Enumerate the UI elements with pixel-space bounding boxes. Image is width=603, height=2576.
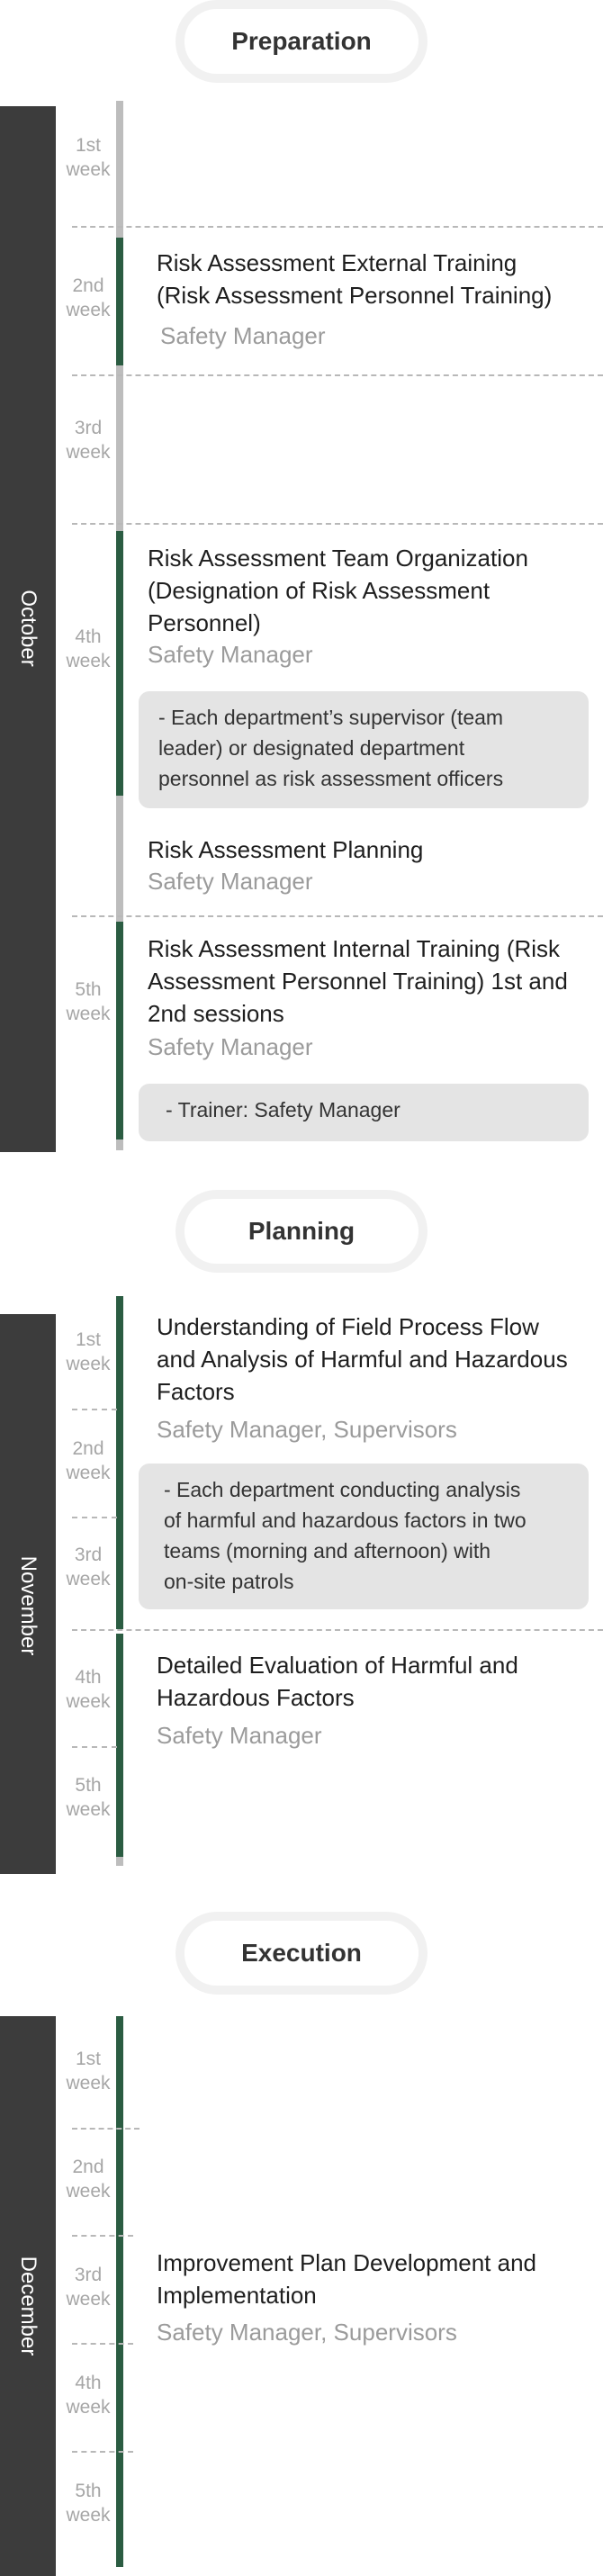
week-label-3: 3rd week <box>66 2265 111 2310</box>
week-divider <box>72 2235 133 2237</box>
task-note: - Trainer: Safety Manager <box>139 1084 589 1141</box>
week-label-5: 5th week <box>66 2481 111 2526</box>
section-header-execution <box>176 1912 428 1995</box>
task-owner: Safety Manager <box>148 868 313 895</box>
week-label-2: 2nd week <box>66 1438 111 1483</box>
week-divider <box>72 915 603 917</box>
week-label-3: 3rd week <box>66 1545 111 1590</box>
week-label-5: 5th week <box>66 1775 111 1820</box>
week-label-2: 2nd week <box>66 275 111 320</box>
task-title-improvement: Improvement Plan Development and Implementation <box>157 2249 537 2309</box>
week-divider <box>72 523 603 525</box>
week-label-1: 1st week <box>66 1329 111 1374</box>
week-label-4: 4th week <box>66 2373 111 2418</box>
task-note: - Each department conducting analysis of harmful and hazardous factors in two teams (morning and afternoon) with on-site patrols <box>139 1464 589 1609</box>
task-owner: Safety Manager <box>148 1033 313 1060</box>
task-title-team-organization: Risk Assessment Team Organization (Designation of Risk Assessment Personnel) <box>148 545 528 636</box>
task-owner: Safety Manager, Supervisors <box>157 2319 457 2346</box>
task-note: - Each department’s supervisor (team leader) or designated department personnel as risk assessment officers <box>139 691 589 808</box>
section-title: Planning <box>248 1217 356 1245</box>
week-divider <box>72 226 603 228</box>
week-divider <box>72 374 603 376</box>
task-title-field-analysis: Understanding of Field Process Flow and Analysis of Harmful and Hazardous Factors <box>157 1313 568 1405</box>
week-label-5: 5th week <box>66 979 111 1024</box>
section-header-preparation <box>176 0 428 83</box>
week-divider <box>72 1409 117 1410</box>
week-label-4: 4th week <box>66 1667 111 1712</box>
timeline-segment <box>116 796 123 922</box>
section-title: Execution <box>241 1939 362 1967</box>
week-divider <box>72 2451 133 2453</box>
timeline-segment <box>116 1857 123 1866</box>
section-header-planning <box>176 1190 428 1273</box>
timeline-segment-active <box>116 922 123 1139</box>
week-divider <box>72 1746 117 1748</box>
task-title-internal-training: Risk Assessment Internal Training (Risk Assessment Personnel Training) 1st and 2nd sessions <box>148 935 568 1027</box>
month-name: December <box>16 2256 40 2356</box>
week-label-2: 2nd week <box>66 2157 111 2202</box>
week-label-1: 1st week <box>66 2049 111 2094</box>
task-title-planning: Risk Assessment Planning <box>148 836 424 863</box>
week-label-1: 1st week <box>66 135 111 180</box>
task-owner: Safety Manager <box>148 641 313 668</box>
week-label-4: 4th week <box>66 626 111 671</box>
week-divider <box>72 1517 117 1518</box>
task-owner: Safety Manager, Supervisors <box>157 1416 457 1443</box>
task-owner: Safety Manager <box>160 322 326 349</box>
month-name: November <box>16 1555 40 1656</box>
week-label-3: 3rd week <box>66 418 111 463</box>
month-name: October <box>16 590 40 667</box>
section-title: Preparation <box>231 27 372 55</box>
week-divider <box>72 1629 603 1631</box>
task-title-external-training: Risk Assessment External Training (Risk Assessment Personnel Training) <box>157 249 553 309</box>
week-divider <box>72 2343 133 2345</box>
task-owner: Safety Manager <box>157 1722 322 1749</box>
week-divider <box>72 2128 140 2130</box>
timeline-segment <box>116 1139 123 1150</box>
task-title-detailed-evaluation: Detailed Evaluation of Harmful and Hazardous Factors <box>157 1652 518 1711</box>
